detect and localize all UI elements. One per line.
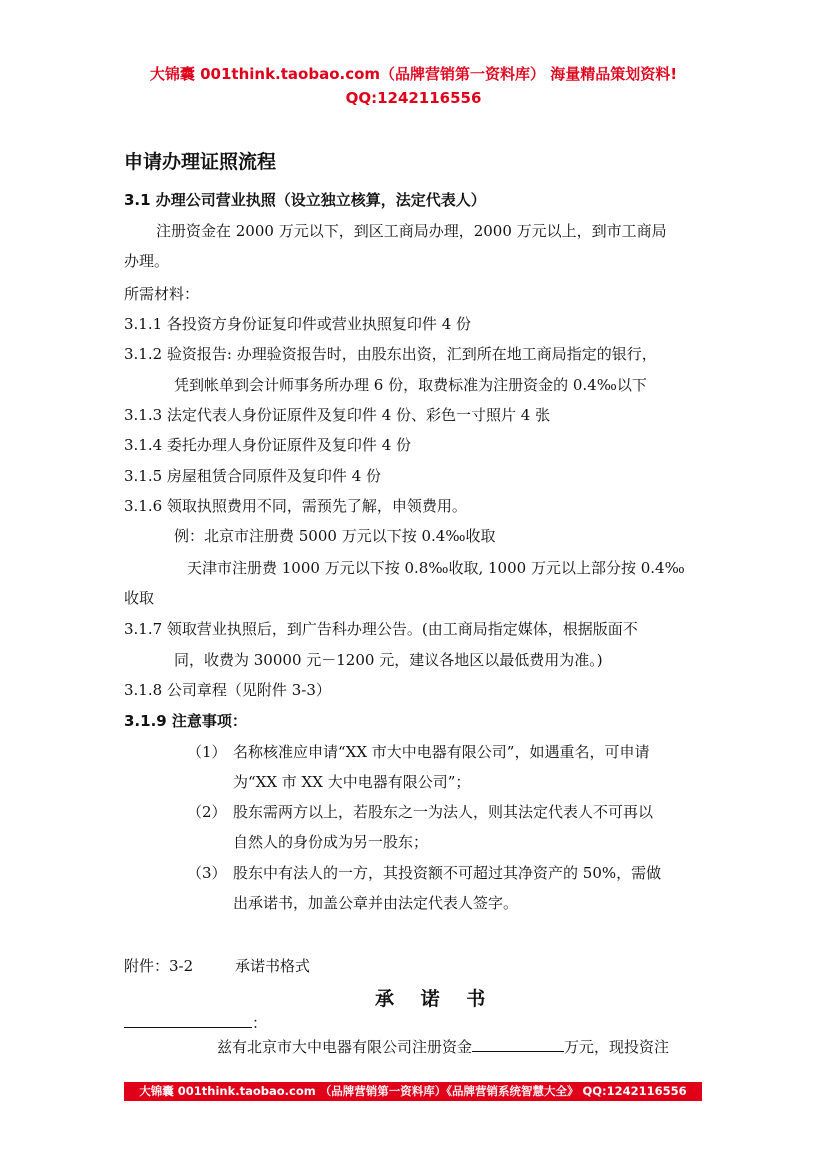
note-1-line-1: 名称核准应申请“XX 市大中电器有限公司”，如遇重名，可申请 (233, 743, 650, 761)
example-line-3: 收取 (124, 589, 155, 607)
capital-blank (472, 1037, 564, 1052)
note-3-number: （3） (187, 864, 227, 882)
page-title: 申请办理证照流程 (124, 151, 277, 173)
header-qq-line: QQ:1242116556 (345, 89, 482, 107)
example-line-1: 例：北京市注册费 5000 万元以下按 0.4‰收取 (174, 527, 496, 545)
note-2-number: （2） (187, 803, 227, 821)
attachment-name: 承诺书格式 (235, 957, 311, 975)
intro-line-2: 办理。 (124, 252, 170, 270)
note-3-line-1: 股东中有法人的一方，其投资额不可超过其净资产的 50%，需做 (233, 864, 662, 882)
item-3-1-6: 3.1.6 领取执照费用不同，需预先了解，申领费用。 (124, 497, 467, 515)
addressee-colon: ： (252, 1014, 268, 1032)
pledge-text-a: 兹有北京市大中电器有限公司注册资金 (217, 1038, 473, 1056)
example-line-2: 天津市注册费 1000 万元以下按 0.8‰收取, 1000 万元以上部分按 0.4‰ (187, 559, 685, 577)
item-3-1-1: 3.1.1 各投资方身份证复印件或营业执照复印件 4 份 (124, 315, 472, 333)
item-3-1-7-line-1: 3.1.7 领取营业执照后，到广告科办理公告。(由工商局指定媒体，根据版面不 (124, 620, 638, 638)
item-3-1-5: 3.1.5 房屋租赁合同原件及复印件 4 份 (124, 467, 382, 485)
attachment-label: 附件：3-2 (124, 957, 194, 975)
item-3-1-2-line-2: 凭到帐单到会计师事务所办理 6 份，取费标准为注册资金的 0.4‰以下 (174, 376, 647, 394)
pledge-title: 承 诺 书 (375, 988, 496, 1010)
addressee-blank (124, 1013, 252, 1028)
intro-line-1: 注册资金在 2000 万元以下，到区工商局办理，2000 万元以上，到市工商局 (156, 222, 667, 240)
note-2-line-1: 股东需两方以上，若股东之一为法人，则其法定代表人不可再以 (233, 803, 654, 821)
item-3-1-4: 3.1.4 委托办理人身份证原件及复印件 4 份 (124, 436, 412, 454)
item-3-1-9: 3.1.9 注意事项： (124, 712, 247, 730)
materials-label: 所需材料： (124, 285, 200, 303)
item-3-1-3: 3.1.3 法定代表人身份证原件及复印件 4 份、彩色一寸照片 4 张 (124, 406, 551, 424)
addressee-line (124, 1012, 267, 1033)
note-1-line-2: 为“XX 市 XX 大中电器有限公司”； (233, 773, 471, 791)
note-2-line-2: 自然人的身份成为另一股东； (233, 833, 429, 851)
pledge-text-b: 万元，现投资注 (564, 1038, 670, 1056)
pledge-text-line (217, 1036, 669, 1057)
item-3-1-8: 3.1.8 公司章程（见附件 3-3） (124, 681, 331, 699)
item-3-1-2-line-1: 3.1.2 验资报告: 办理验资报告时，由股东出资，汇到所在地工商局指定的银行， (124, 345, 657, 363)
note-1-number: （1） (187, 743, 227, 761)
header-promo-line: 大锦囊 001think.taobao.com（品牌营销第一资料库） 海量精品策划资料! (149, 65, 678, 83)
section-heading: 3.1 办理公司营业执照（设立独立核算，法定代表人） (124, 191, 486, 209)
item-3-1-7-line-2: 同，收费为 30000 元－1200 元，建议各地区以最低费用为准。) (174, 651, 603, 669)
footer-banner: 大锦囊 001think.taobao.com （品牌营销第一资料库）《品牌营销系统智慧大全》 QQ:1242116556 (124, 1082, 702, 1101)
note-3-line-2: 出承诺书，加盖公章并由法定代表人签字。 (233, 894, 519, 912)
